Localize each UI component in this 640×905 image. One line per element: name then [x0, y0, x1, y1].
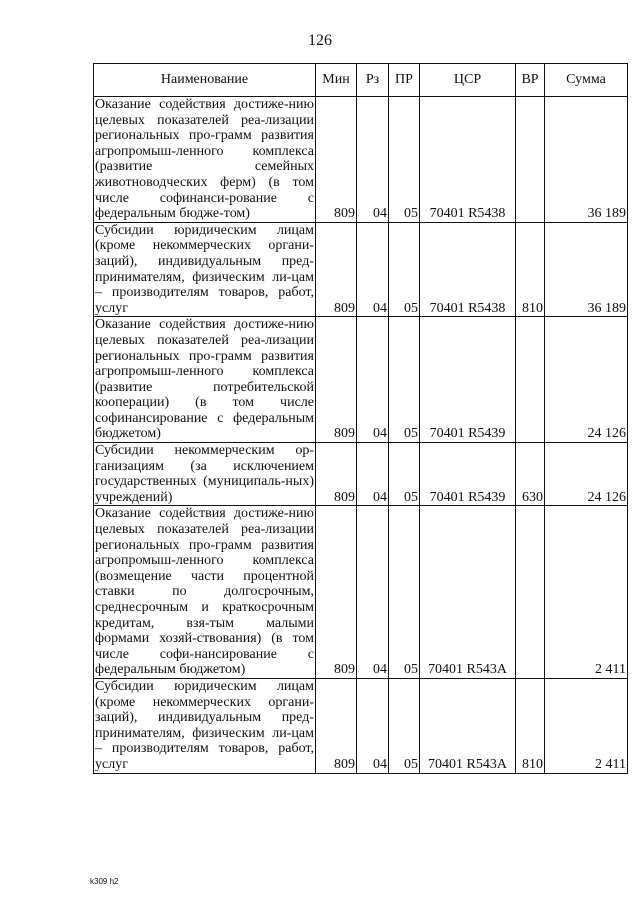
row-rz: 04: [357, 222, 389, 317]
row-min: 809: [316, 506, 357, 679]
row-rz: 04: [357, 443, 389, 506]
header-sum: Сумма: [545, 64, 628, 97]
row-vr: 810: [516, 678, 545, 773]
table-row: [94, 506, 628, 679]
row-csr: 70401 R5439: [420, 317, 516, 443]
row-name: Оказание содействия достиже-нию целевых показателей реа-лизации региональных про-грамм развития агропромыш-ленного комплекса (развитие потребительской кооперации) (в том числе софинансирование с федеральным бюджетом): [95, 317, 314, 442]
header-pr: ПР: [389, 64, 420, 97]
row-csr: 70401 R5438: [420, 222, 516, 317]
row-pr: 05: [389, 97, 420, 223]
row-pr: 05: [389, 222, 420, 317]
table-header-row: [94, 64, 628, 97]
row-name: Субсидии юридическим лицам (кроме некоммерческих органи-заций), индивидуальным пред-принимателям, физическим ли-цам – производителям товаров, работ, услуг: [95, 222, 314, 316]
row-min: 809: [316, 97, 357, 223]
row-sum: 36 189: [545, 222, 628, 317]
header-min: Мин: [316, 64, 357, 97]
row-csr: 70401 R5438: [420, 97, 516, 223]
table-row: [94, 317, 628, 443]
row-sum: 2 411: [545, 678, 628, 773]
budget-table: [93, 63, 628, 774]
table-row: [94, 443, 628, 506]
row-pr: 05: [389, 506, 420, 679]
row-sum: 2 411: [545, 506, 628, 679]
row-vr: 630: [516, 443, 545, 506]
table-row: [94, 222, 628, 317]
header-csr: ЦСР: [420, 64, 516, 97]
row-rz: 04: [357, 317, 389, 443]
row-sum: 24 126: [545, 443, 628, 506]
row-pr: 05: [389, 443, 420, 506]
row-csr: 70401 R543A: [420, 678, 516, 773]
table-row: [94, 678, 628, 773]
row-name: Субсидии некоммерческим ор-ганизациям (за исключением государственных (муниципаль-ных) учреждений): [95, 443, 314, 505]
row-vr: [516, 317, 545, 443]
row-name: Оказание содействия достиже-нию целевых показателей реа-лизации региональных про-грамм развития агропромыш-ленного комплекса (возмещение части процентной ставки по долгосрочным, среднесрочным и краткосрочным кредитам, взя-тым малыми формами хозяй-ствования) (в том числе софи-нансирование с федеральным бюджетом): [95, 506, 314, 678]
row-sum: 24 126: [545, 317, 628, 443]
footer-code: k309 h2: [90, 877, 119, 886]
row-rz: 04: [357, 678, 389, 773]
header-rz: Рз: [357, 64, 389, 97]
header-vr: ВР: [516, 64, 545, 97]
row-min: 809: [316, 443, 357, 506]
row-sum: 36 189: [545, 97, 628, 223]
table-row: [94, 97, 628, 223]
page-number: 126: [308, 32, 332, 49]
row-csr: 70401 R5439: [420, 443, 516, 506]
row-name: Оказание содействия достиже-нию целевых показателей реа-лизации региональных про-грамм развития агропромыш-ленного комплекса (развитие семейных животноводческих ферм) (в том числе софинанси-рование с федеральным бюдже-том): [95, 97, 314, 222]
row-min: 809: [316, 317, 357, 443]
row-vr: [516, 506, 545, 679]
row-min: 809: [316, 678, 357, 773]
row-rz: 04: [357, 97, 389, 223]
row-min: 809: [316, 222, 357, 317]
row-rz: 04: [357, 506, 389, 679]
header-name: Наименование: [94, 64, 316, 97]
row-vr: 810: [516, 222, 545, 317]
row-name: Субсидии юридическим лицам (кроме некоммерческих органи-заций), индивидуальным пред-принимателям, физическим ли-цам – производителям товаров, работ, услуг: [95, 678, 314, 772]
row-pr: 05: [389, 678, 420, 773]
row-pr: 05: [389, 317, 420, 443]
row-csr: 70401 R543A: [420, 506, 516, 679]
row-vr: [516, 97, 545, 223]
